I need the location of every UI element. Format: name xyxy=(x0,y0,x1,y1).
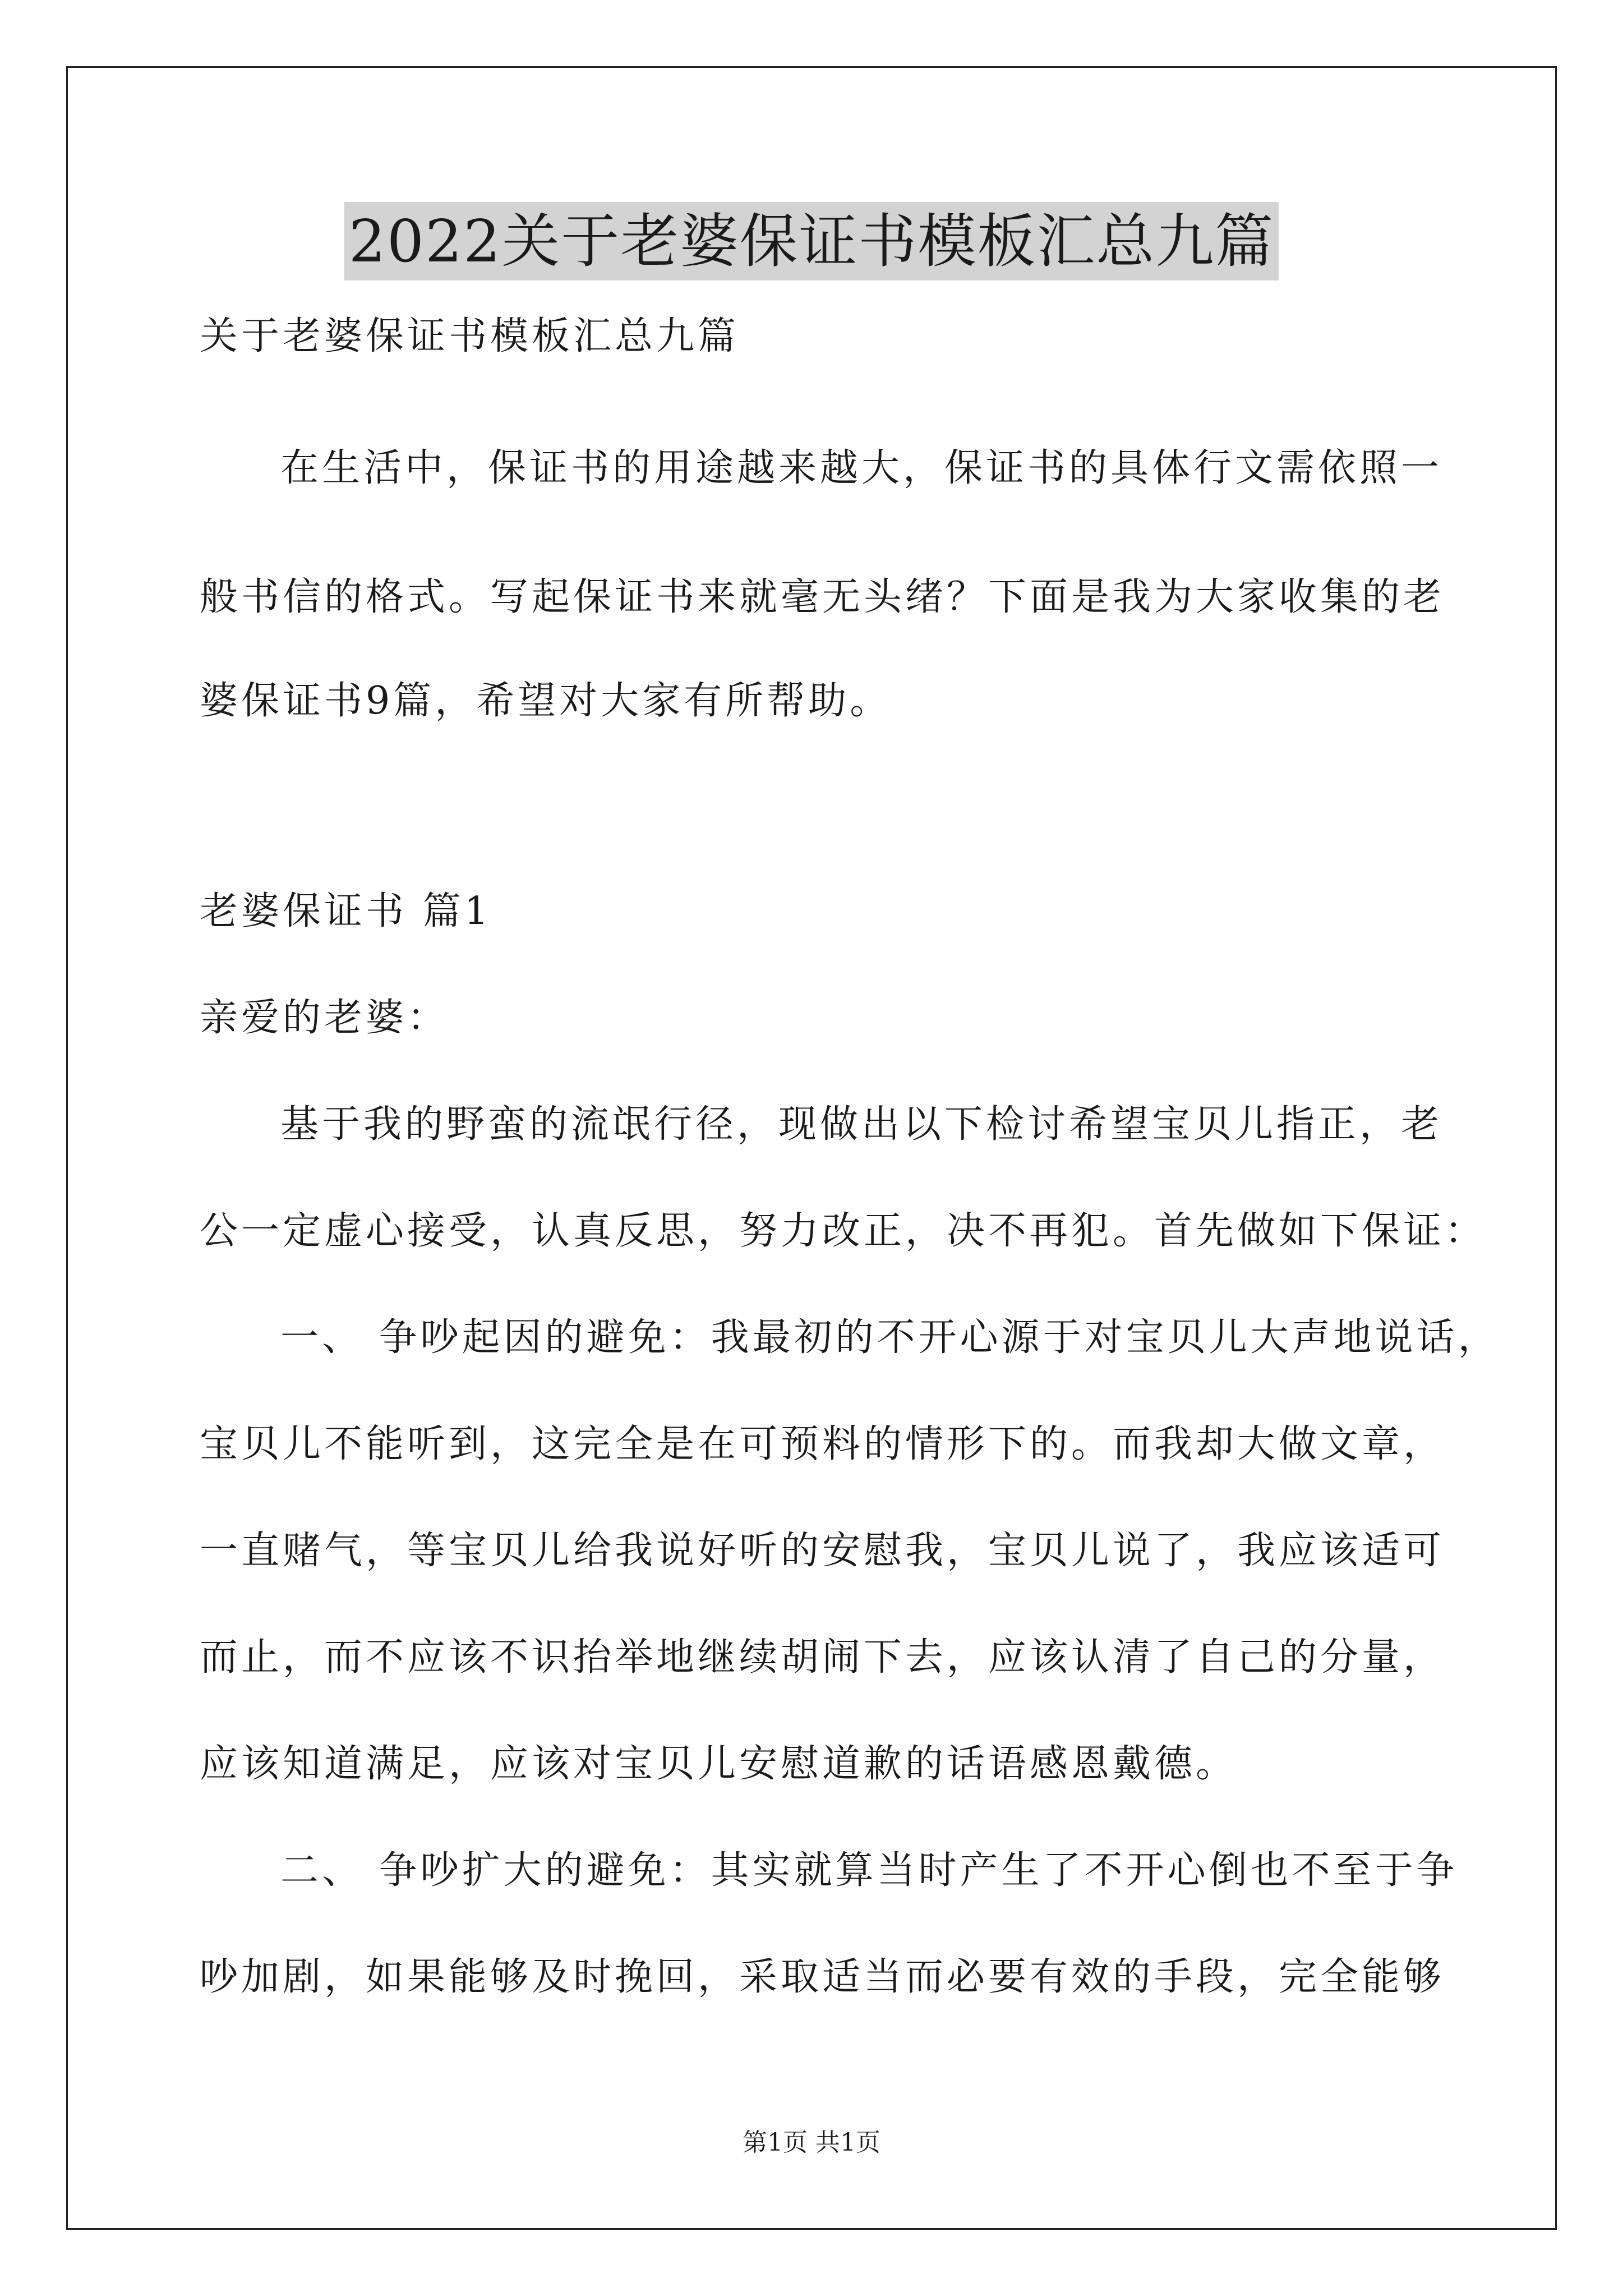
page-footer: 第1页 共1页 xyxy=(743,2128,880,2157)
intro-line: 婆保证书9篇，希望对大家有所帮助。 xyxy=(200,679,892,723)
body-line: 公一定虚心接受，认真反思，努力改正，决不再犯。首先做如下保证： xyxy=(200,1209,1487,1253)
body-line: 一、 争吵起因的避免：我最初的不开心源于对宝贝儿大声地说话， xyxy=(280,1315,1500,1360)
body-line: 而止，而不应该不识抬举地继续胡闹下去，应该认清了自己的分量， xyxy=(200,1635,1445,1680)
section-heading: 老婆保证书 篇1 xyxy=(200,889,492,933)
body-line: 二、 争吵扩大的避免：其实就算当时产生了不开心倒也不至于争 xyxy=(280,1848,1458,1893)
document-title: 2022关于老婆保证书模板汇总九篇 xyxy=(344,202,1279,280)
title-container xyxy=(0,202,1623,280)
body-line: 基于我的野蛮的流氓行径，现做出以下检讨希望宝贝儿指正，老 xyxy=(280,1102,1443,1147)
salutation: 亲爱的老婆： xyxy=(200,996,449,1040)
body-line: 应该知道满足，应该对宝贝儿安慰道歉的话语感恩戴德。 xyxy=(200,1742,1238,1786)
intro-line: 在生活中，保证书的用途越来越大，保证书的具体行文需依照一 xyxy=(280,446,1443,490)
body-line: 宝贝儿不能听到，这完全是在可预料的情形下的。而我却大做文章， xyxy=(200,1422,1445,1466)
document-subtitle: 关于老婆保证书模板汇总九篇 xyxy=(200,314,740,358)
body-line: 吵加剧，如果能够及时挽回，采取适当而必要有效的手段，完全能够 xyxy=(200,1955,1445,1999)
body-line: 一直赌气，等宝贝儿给我说好听的安慰我，宝贝儿说了，我应该适可 xyxy=(200,1529,1445,1573)
intro-line: 般书信的格式。写起保证书来就毫无头绪？下面是我为大家收集的老 xyxy=(200,575,1445,619)
